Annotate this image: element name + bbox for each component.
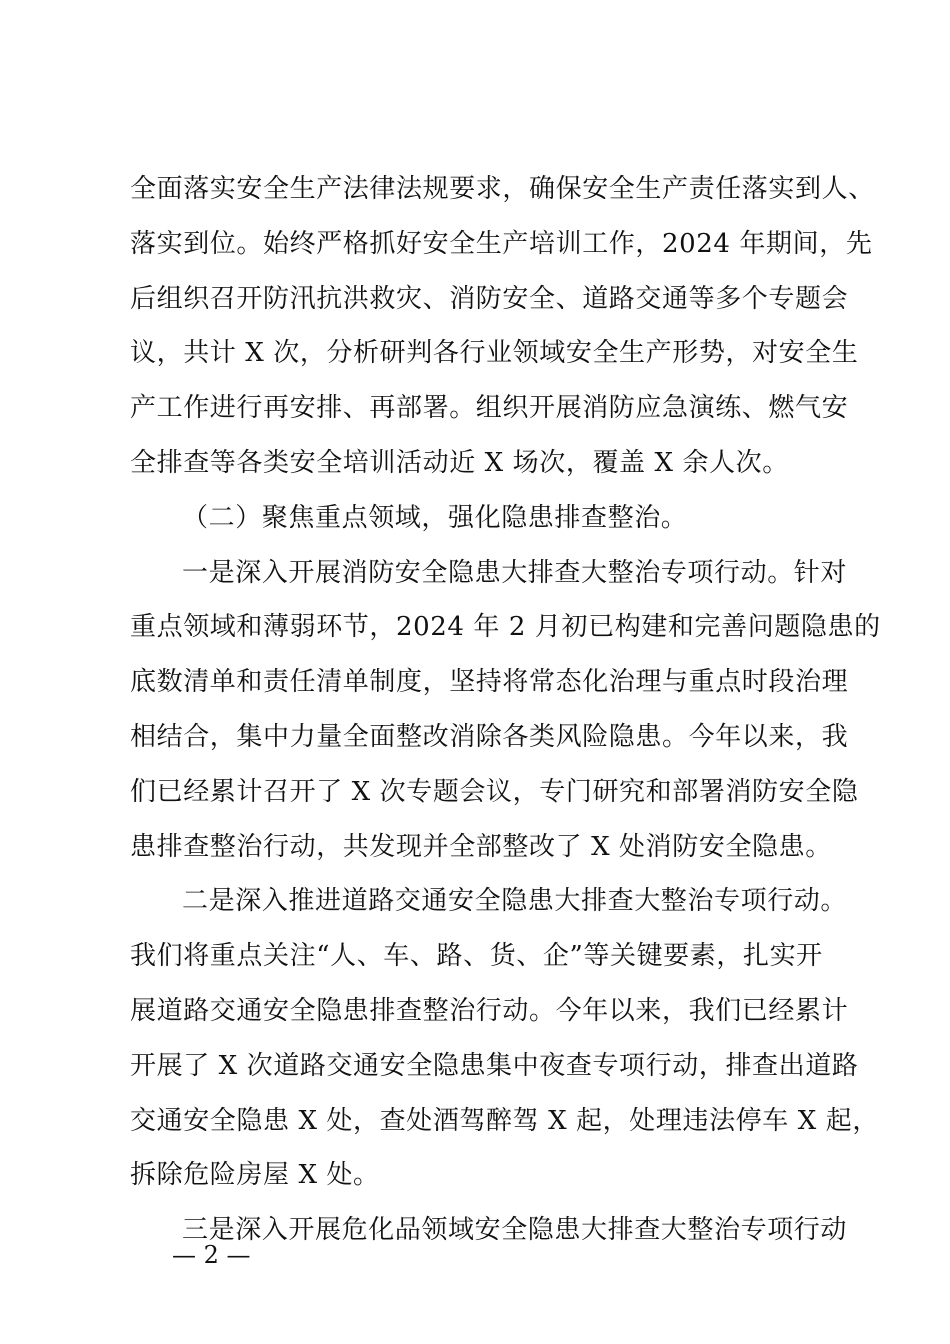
- text-line: 们已经累计召开了 X 次专题会议，专门研究和部署消防安全隐: [130, 776, 859, 807]
- text-line: 我们将重点关注“人、车、路、货、企”等关键要素，扎实开: [130, 941, 823, 972]
- text-line: 开展了 X 次道路交通安全隐患集中夜查专项行动，排查出道路: [130, 1050, 859, 1081]
- section-heading: （二）聚焦重点领域，强化隐患排查整治。: [182, 502, 688, 533]
- text-line: 全排查等各类安全培训活动近 X 场次，覆盖 X 余人次。: [130, 448, 789, 478]
- text-line: 后组织召开防汛抗洪救灾、消防安全、道路交通等多个专题会: [130, 283, 849, 314]
- text-line: 全面落实安全生产法律法规要求，确保安全生产责任落实到人、: [130, 174, 875, 204]
- page-number: — 2 —: [172, 1241, 251, 1269]
- text-line: 重点领域和薄弱环节，2024 年 2 月初已构建和完善问题隐患的: [130, 612, 881, 643]
- paragraph-first-line: 三是深入开展危化品领域安全隐患大排查大整治专项行动: [182, 1215, 848, 1246]
- text-line: 相结合，集中力量全面整改消除各类风险隐患。今年以来，我: [130, 722, 849, 752]
- text-line: 患排查整治行动，共发现并全部整改了 X 处消防安全隐患。: [130, 831, 832, 862]
- text-line: 交通安全隐患 X 处，查处酒驾醉驾 X 起，处理违法停车 X 起，: [130, 1105, 879, 1136]
- text-line: 落实到位。始终严格抓好安全生产培训工作，2024 年期间，先: [130, 228, 873, 259]
- text-line: 产工作进行再安排、再部署。组织开展消防应急演练、燃气安: [130, 393, 849, 424]
- paragraph-first-line: 一是深入开展消防安全隐患大排查大整治专项行动。针对: [182, 557, 848, 588]
- text-line: 展道路交通安全隐患排查整治行动。今年以来，我们已经累计: [130, 996, 849, 1026]
- paragraph-first-line: 二是深入推进道路交通安全隐患大排查大整治专项行动。: [182, 886, 848, 917]
- text-line: 底数清单和责任清单制度，坚持将常态化治理与重点时段治理: [130, 667, 849, 698]
- text-line: 议，共计 X 次，分析研判各行业领域安全生产形势，对安全生: [130, 338, 859, 369]
- text-line: 拆除危险房屋 X 处。: [130, 1160, 380, 1191]
